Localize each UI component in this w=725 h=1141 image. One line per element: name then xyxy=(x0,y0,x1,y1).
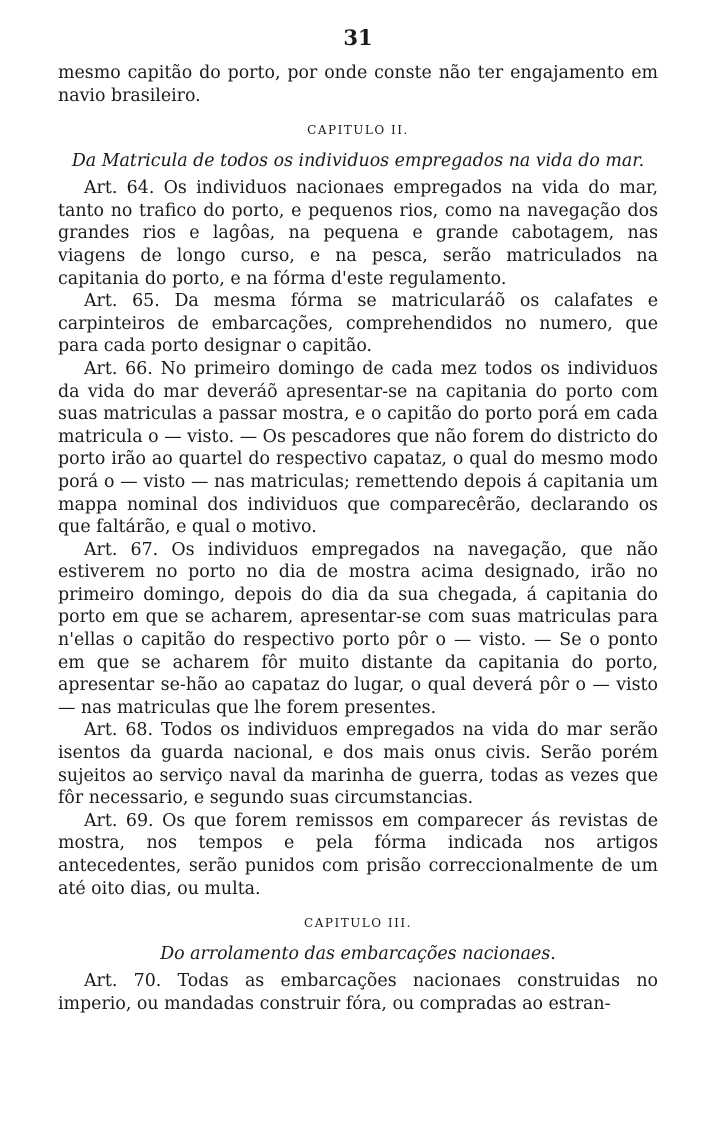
chapter-2-heading: CAPITULO II. xyxy=(307,123,409,138)
article-67: Art. 67. Os individuos empregados na navegação, que não estiverem no porto no dia de mostra acima designado, irão no primeiro domingo, depois do dia da sua chegada, á capitania do porto em que se acharem, apresentar-se com suas matriculas para n'ellas o capitão do respectivo porto pôr o — visto. — Se o ponto em que se acharem fôr muito distante da capitania do porto, apresentar se-hão ao capataz do lugar, o qual deverá pôr o — visto — nas matriculas que lhe forem presentes. xyxy=(58,539,658,718)
chapter-2-title: Da Matricula de todos os individuos empregados na vida do mar. xyxy=(71,151,645,172)
article-69: Art. 69. Os que forem remissos em comparecer ás revistas de mostra, nos tempos e pela fórma indicada nos artigos antecedentes, serão punidos com prisão correccionalmente de um até oito dias, ou multa. xyxy=(58,810,658,899)
article-70: Art. 70. Todas as embarcações nacionaes construidas no imperio, ou mandadas construir fóra, ou compradas ao estran- xyxy=(58,971,658,1014)
chapter-3-title: Do arrolamento das embarcações nacionaes. xyxy=(160,944,556,965)
chapter-3-heading: CAPITULO III. xyxy=(304,916,412,931)
article-64: Art. 64. Os individuos nacionaes empregados na vida do mar, tanto no trafico do porto, e pequenos rios, como na navegação dos grandes rios e lagôas, na pequena e grande cabotagem, nas viagens de longo curso, e na pesca, serão matriculados na capitania do porto, e na fórma d'este regulamento. xyxy=(58,178,658,289)
page-number: 31 xyxy=(343,25,373,50)
article-68: Art. 68. Todos os individuos empregados na vida do mar serão isentos da guarda nacional, e dos mais onus civis. Serão porém sujeitos ao serviço naval da marinha de guerra, todas as vezes que fôr necessario, e segundo suas circumstancias. xyxy=(58,720,658,809)
article-66: Art. 66. No primeiro domingo de cada mez todos os individuos da vida do mar deveráõ apresentar-se na capitania do porto com suas matriculas a passar mostra, e o capitão do porto porá em cada matricula o — visto. — Os pescadores que não forem do districto do porto irão ao quartel do respectivo capataz, o qual do mesmo modo porá o — visto — nas matriculas; remettendo depois á capitania um mappa nominal dos individuos que comparecêrão, declarando os que faltárão, e qual o motivo. xyxy=(58,358,658,538)
document-page xyxy=(58,24,658,1015)
opening-paragraph: mesmo capitão do porto, por onde conste não ter engajamento em navio brasileiro. xyxy=(58,63,658,106)
article-65: Art. 65. Da mesma fórma se matricularáõ os calafates e carpinteiros de embarcações, comprehendidos no numero, que para cada porto designar o capitão. xyxy=(58,291,658,357)
